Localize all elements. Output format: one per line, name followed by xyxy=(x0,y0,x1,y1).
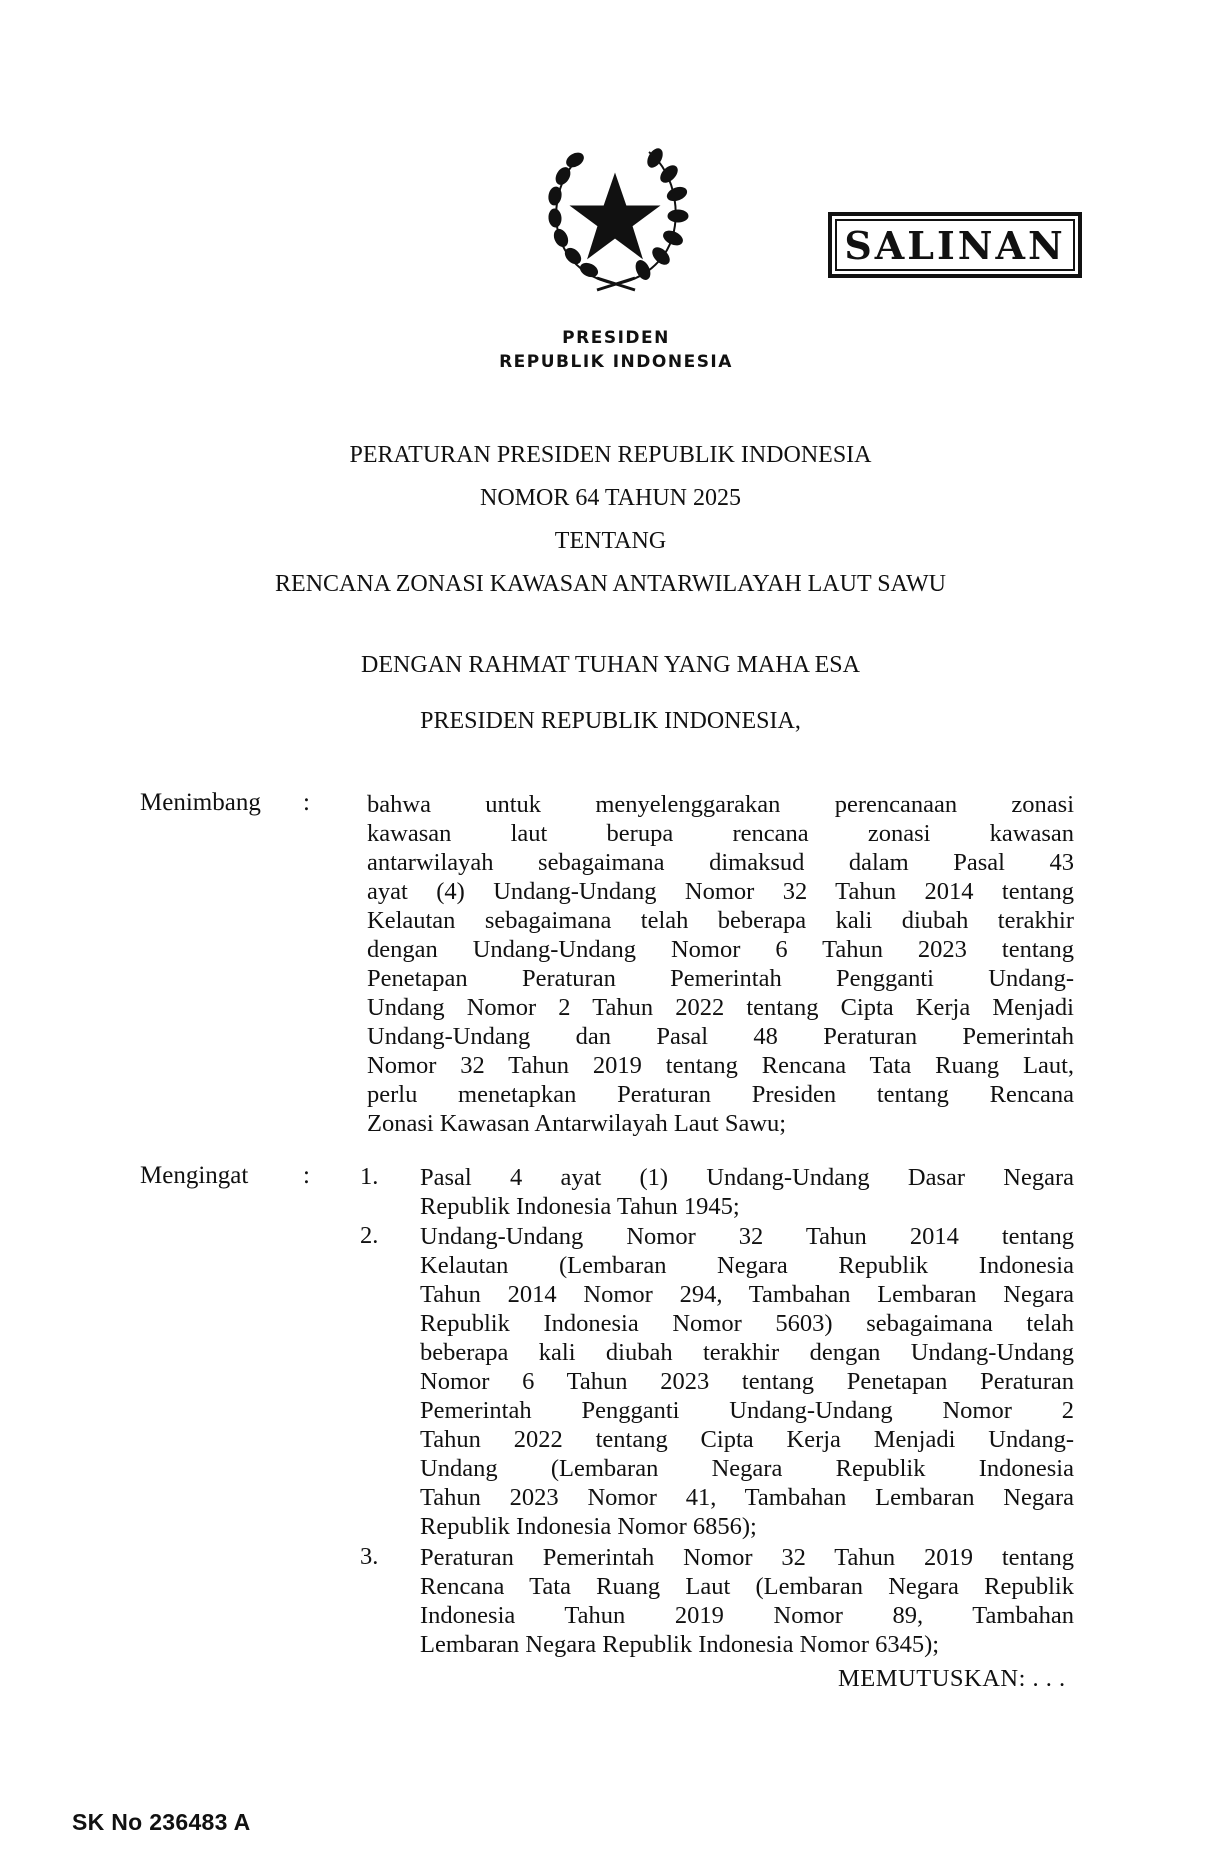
menimbang-line: antarwilayah sebagaimana dimaksud dalam Pasal 43 xyxy=(367,849,1074,876)
mengingat-item-line: Pemerintah Pengganti Undang-Undang Nomor 2 xyxy=(420,1397,1074,1424)
menimbang-line: Undang Nomor 2 Tahun 2022 tentang Cipta Kerja Menjadi xyxy=(367,994,1074,1021)
menimbang-line: bahwa untuk menyelenggarakan perencanaan zonasi xyxy=(367,791,1074,818)
regulation-about-label: TENTANG xyxy=(554,528,667,554)
menimbang-line: dengan Undang-Undang Nomor 6 Tahun 2023 tentang xyxy=(367,936,1074,963)
mengingat-item-line: Nomor 6 Tahun 2023 tentang Penetapan Peraturan xyxy=(420,1368,1074,1395)
mengingat-label: Mengingat xyxy=(140,1162,249,1189)
mengingat-item-line: Rencana Tata Ruang Laut (Lembaran Negara Republik xyxy=(420,1573,1074,1600)
menimbang-colon: : xyxy=(303,789,310,816)
mengingat-item-line: Republik Indonesia Nomor 6856); xyxy=(420,1513,757,1540)
salinan-stamp xyxy=(828,212,1082,278)
regulation-subject: RENCANA ZONASI KAWASAN ANTARWILAYAH LAUT SAWU xyxy=(275,571,946,597)
menimbang-line: Kelautan sebagaimana telah beberapa kali diubah terakhir xyxy=(367,907,1074,934)
mengingat-item-line: beberapa kali diubah terakhir dengan Undang-Undang xyxy=(420,1339,1074,1366)
continuation-marker: MEMUTUSKAN: . . . xyxy=(838,1665,1066,1692)
mengingat-item-2 xyxy=(420,1222,1074,1541)
preamble-invocation: DENGAN RAHMAT TUHAN YANG MAHA ESA xyxy=(361,652,860,678)
mengingat-item-number: 3. xyxy=(360,1543,379,1570)
mengingat-colon: : xyxy=(303,1162,310,1189)
mengingat-item-line: Republik Indonesia Tahun 1945; xyxy=(420,1193,740,1220)
salinan-stamp-text: SALINAN xyxy=(835,219,1075,271)
mengingat-item-number: 2. xyxy=(360,1222,379,1249)
mengingat-item-line: Tahun 2023 Nomor 41, Tambahan Lembaran Negara xyxy=(420,1484,1074,1511)
menimbang-line: kawasan laut berupa rencana zonasi kawasan xyxy=(367,820,1074,847)
mengingat-item-line: Kelautan (Lembaran Negara Republik Indonesia xyxy=(420,1252,1074,1279)
menimbang-line: ayat (4) Undang-Undang Nomor 32 Tahun 2014 tentang xyxy=(367,878,1074,905)
mengingat-item-line: Indonesia Tahun 2019 Nomor 89, Tambahan xyxy=(420,1602,1074,1629)
menimbang-line: perlu menetapkan Peraturan Presiden tentang Rencana xyxy=(367,1081,1074,1108)
office-title-republic: REPUBLIK INDONESIA xyxy=(499,352,733,372)
menimbang-line: Zonasi Kawasan Antarwilayah Laut Sawu; xyxy=(367,1110,787,1137)
mengingat-item-line: Undang-Undang Nomor 32 Tahun 2014 tentang xyxy=(420,1223,1074,1250)
mengingat-item-line: Peraturan Pemerintah Nomor 32 Tahun 2019 tentang xyxy=(420,1544,1074,1571)
mengingat-item-line: Tahun 2022 tentang Cipta Kerja Menjadi Undang- xyxy=(420,1426,1074,1453)
mengingat-item-line: Undang (Lembaran Negara Republik Indonesia xyxy=(420,1455,1074,1482)
regulation-number: NOMOR 64 TAHUN 2025 xyxy=(480,485,741,511)
mengingat-item-3 xyxy=(420,1543,1074,1659)
menimbang-line: Penetapan Peraturan Pemerintah Pengganti Undang- xyxy=(367,965,1074,992)
office-title-president: PRESIDEN xyxy=(562,328,670,348)
menimbang-label: Menimbang xyxy=(140,789,261,816)
menimbang-line: Undang-Undang dan Pasal 48 Peraturan Pemerintah xyxy=(367,1023,1074,1050)
sk-serial-number: SK No 236483 A xyxy=(72,1809,251,1835)
mengingat-item-line: Pasal 4 ayat (1) Undang-Undang Dasar Negara xyxy=(420,1164,1074,1191)
mengingat-item-line: Tahun 2014 Nomor 294, Tambahan Lembaran Negara xyxy=(420,1281,1074,1308)
mengingat-item-number: 1. xyxy=(360,1163,379,1190)
mengingat-item-1 xyxy=(420,1163,1074,1221)
preamble-authority: PRESIDEN REPUBLIK INDONESIA, xyxy=(420,708,801,734)
menimbang-line: Nomor 32 Tahun 2019 tentang Rencana Tata Ruang Laut, xyxy=(367,1052,1074,1079)
mengingat-item-line: Republik Indonesia Nomor 5603) sebagaimana telah xyxy=(420,1310,1074,1337)
garuda-star-emblem-icon xyxy=(535,138,695,298)
mengingat-item-line: Lembaran Negara Republik Indonesia Nomor 6345); xyxy=(420,1631,940,1658)
menimbang-text xyxy=(367,790,1074,1138)
regulation-type-title: PERATURAN PRESIDEN REPUBLIK INDONESIA xyxy=(349,442,872,468)
